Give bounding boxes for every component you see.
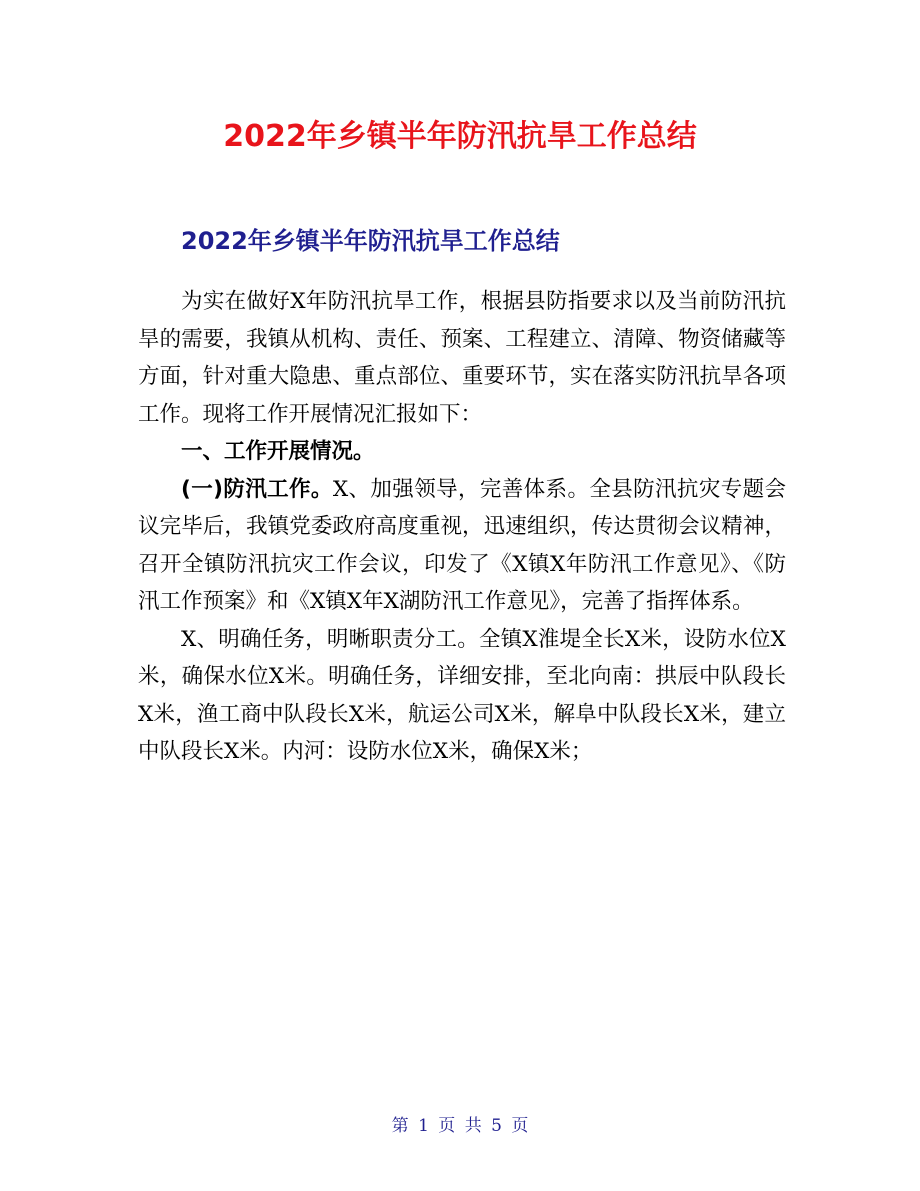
document-body — [138, 283, 786, 771]
flood-work-lead: (一)防汛工作。 — [181, 476, 333, 502]
page-footer: 第 1 页 共 5 页 — [391, 1116, 529, 1136]
document-title: 2022年乡镇半年防汛抗旱工作总结 — [223, 119, 697, 154]
flood-work-paragraph — [138, 471, 786, 621]
section-heading: 一、工作开展情况。 — [181, 439, 375, 464]
document-subtitle: 2022年乡镇半年防汛抗旱工作总结 — [181, 227, 560, 255]
tasks-paragraph: X、明确任务，明晰职责分工。全镇X淮堤全长X米，设防水位X米，确保水位X米。明确任务，详细安排，至北向南：拱辰中队段长X米，渔工商中队段长X米，航运公司X米，解阜中队段长X米，建立中队段长X米。内河：设防水位X米，确保X米； — [138, 626, 786, 764]
flood-work-body: X、加强领导，完善体系。全县防汛抗灾专题会议完毕后，我镇党委政府高度重视，迅速组织，传达贯彻会议精神，召开全镇防汛抗灾工作会议，印发了《X镇X年防汛工作意见》、《防汛工作预案》和《X镇X年X湖防汛工作意见》，完善了指挥体系。 — [138, 476, 787, 614]
intro-paragraph: 为实在做好X年防汛抗旱工作，根据县防指要求以及当前防汛抗旱的需要，我镇从机构、责任、预案、工程建立、清障、物资储藏等方面，针对重大隐患、重点部位、重要环节，实在落实防汛抗旱各项工作。现将工作开展情况汇报如下： — [138, 289, 786, 427]
